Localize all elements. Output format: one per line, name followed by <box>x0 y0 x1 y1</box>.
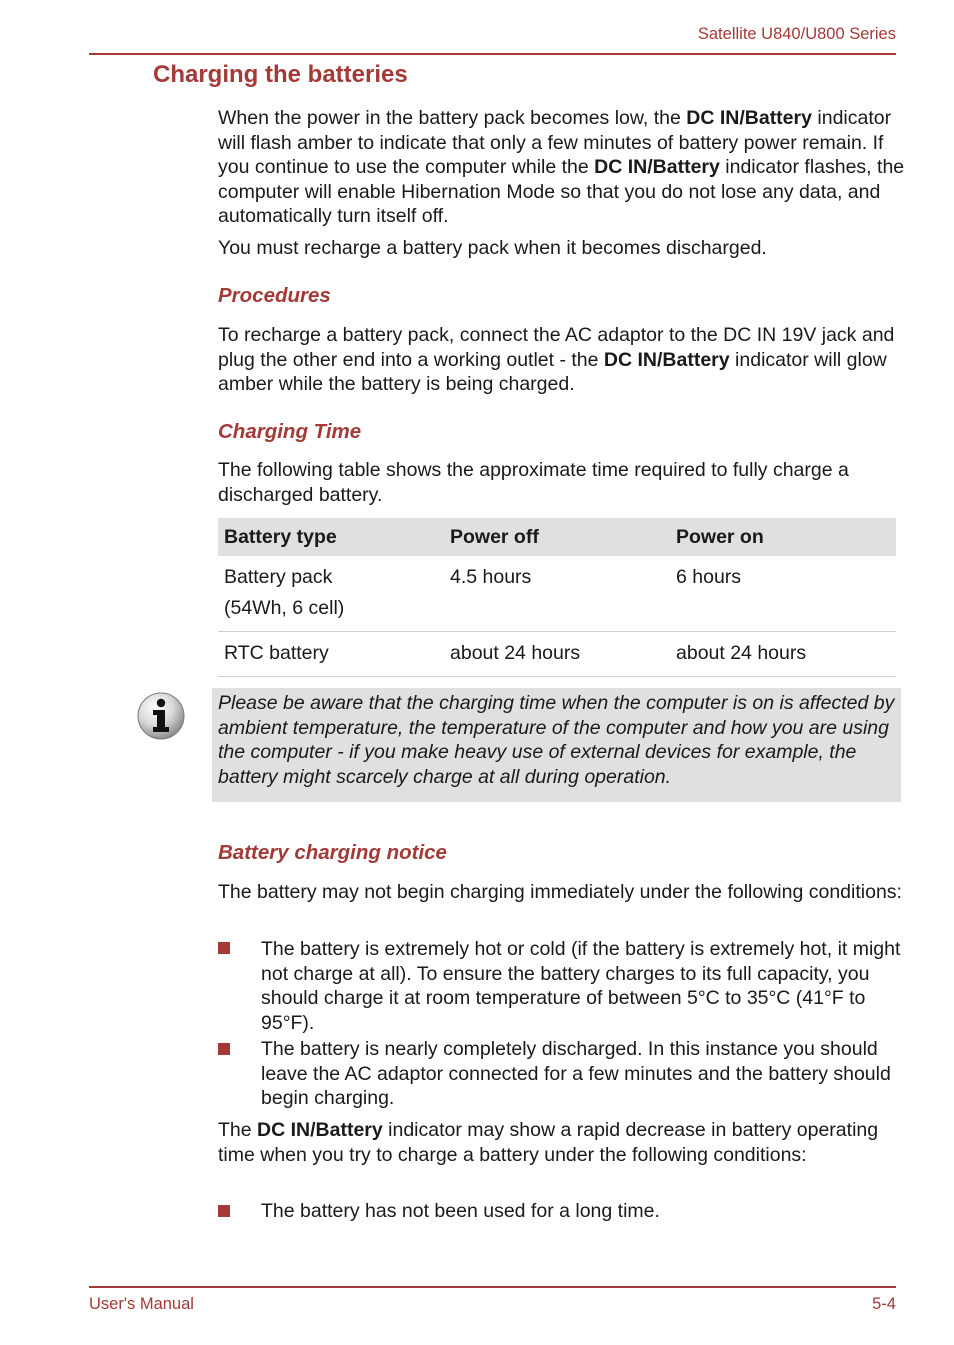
header-rule <box>89 53 896 55</box>
table-cell <box>218 556 444 632</box>
footer-manual-title: User's Manual <box>89 1295 194 1313</box>
notice-paragraph: The battery may not begin charging immediately under the following conditions: <box>218 881 902 903</box>
indicator-paragraph: The DC IN/Battery indicator may show a rapid decrease in battery operating time when you try to charge a battery under the following conditions: <box>218 1119 879 1166</box>
table-cell: about 24 hours <box>444 632 670 677</box>
charging-time-table <box>218 518 896 677</box>
running-header: Satellite U840/U800 Series <box>697 25 896 43</box>
note-text: Please be aware that the charging time when the computer is on is affected by ambient temperature, the temperature of the computer and how you are using the computer - if you make heavy use of external devices for example, the battery might scarcely charge at all during operation. <box>218 692 895 788</box>
column-header: Power off <box>444 518 670 556</box>
table-cell: RTC battery <box>218 632 444 677</box>
info-icon <box>136 691 186 741</box>
bullet-marker <box>218 942 230 954</box>
table-cell: about 24 hours <box>670 632 896 677</box>
battery-type-line: Battery pack <box>224 566 333 588</box>
recharge-paragraph: You must recharge a battery pack when it becomes discharged. <box>218 237 767 259</box>
procedures-heading: Procedures <box>218 284 331 307</box>
table-row <box>218 556 896 632</box>
charging-time-paragraph: The following table shows the approximate time required to fully charge a discharged battery. <box>218 459 849 506</box>
table-cell: 6 hours <box>670 556 896 632</box>
footer-rule <box>89 1286 896 1288</box>
table-cell: 4.5 hours <box>444 556 670 632</box>
table-row <box>218 632 896 677</box>
list-item: The battery is extremely hot or cold (if the battery is extremely hot, it might not charge at all). To ensure the battery charges to its full capacity, you should charge it at room temperature of between 5°C to 35°C (41°F to 95°F). <box>261 938 901 1034</box>
table-header-row <box>218 518 896 556</box>
charging-time-heading: Charging Time <box>218 420 362 443</box>
section-title: Charging the batteries <box>153 61 408 88</box>
notice-heading: Battery charging notice <box>218 841 447 864</box>
bullet-marker <box>218 1043 230 1055</box>
battery-type-line: (54Wh, 6 cell) <box>224 597 345 619</box>
procedures-paragraph: To recharge a battery pack, connect the AC adaptor to the DC IN 19V jack and plug the other end into a working outlet - the DC IN/Battery indicator will glow amber while the battery is being charged. <box>218 324 895 395</box>
column-header: Power on <box>670 518 896 556</box>
intro-paragraph: When the power in the battery pack becomes low, the DC IN/Battery indicator will flash amber to indicate that only a few minutes of battery power remain. If you continue to use the computer while the DC IN/Battery indicator flashes, the computer will enable Hibernation Mode so that you do not lose any data, and automatically turn itself off. <box>218 107 905 227</box>
list-item: The battery has not been used for a long time. <box>261 1200 660 1222</box>
page-number: 5-4 <box>872 1295 896 1313</box>
bullet-marker <box>218 1205 230 1217</box>
list-item: The battery is nearly completely discharged. In this instance you should leave the AC adaptor connected for a few minutes and the battery should begin charging. <box>261 1038 891 1109</box>
column-header: Battery type <box>218 518 444 556</box>
